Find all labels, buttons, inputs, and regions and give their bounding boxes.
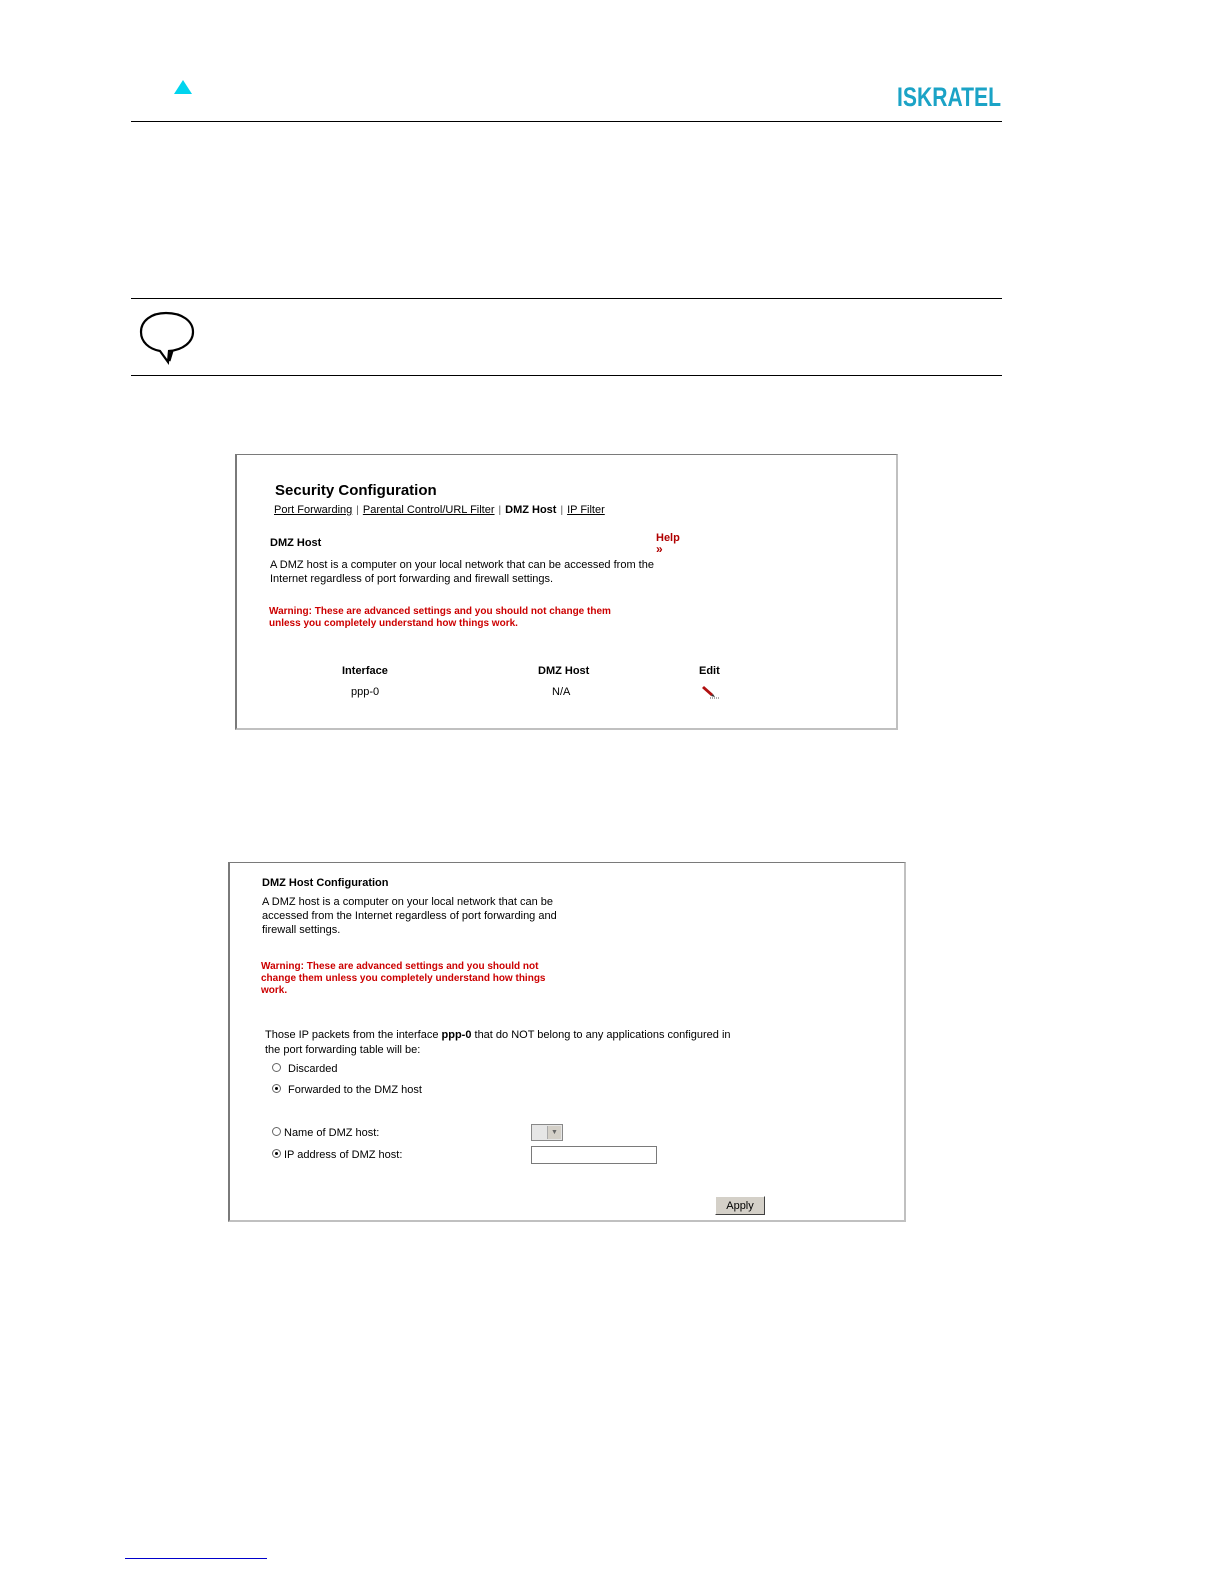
dmz-host-ip-input[interactable] [531,1146,657,1164]
name-of-dmz-host-label: Name of DMZ host: [284,1127,380,1139]
table-cell-dmz-host: N/A [552,686,571,698]
table-cell-interface: ppp-0 [351,686,380,698]
packets-instruction-line2: the port forwarding table will be: [265,1044,421,1056]
forwarded-label: Forwarded to the DMZ host [288,1084,422,1096]
warning-text: Warning: These are advanced settings and you should not change them unless you completely understand how things work. [269,606,611,629]
tab-port-forwarding[interactable]: Port Forwarding [274,504,353,516]
footnote-rule [125,1558,267,1559]
config-warning-text: Warning: These are advanced settings and you should not change them unless you completely understand how things work. [261,961,546,996]
tab-dmz-host[interactable]: DMZ Host [505,504,557,516]
svg-text:ISKRATEL: ISKRATEL [897,82,1001,112]
note-top-rule [131,298,1002,299]
page-title: Security Configuration [275,482,437,499]
discarded-radio[interactable] [272,1063,281,1072]
tab-ip-filter[interactable]: IP Filter [567,504,605,516]
tab-parental-control[interactable]: Parental Control/URL Filter [362,504,495,516]
help-link[interactable]: Help [656,532,680,544]
column-header-dmz-host: DMZ Host [538,665,590,677]
dmz-host-configuration-screenshot [228,862,906,1222]
forwarded-radio[interactable] [272,1084,281,1093]
security-configuration-screenshot [235,454,898,730]
note-bottom-rule [131,375,1002,376]
packets-interface: ppp-0 [441,1029,472,1041]
section-heading: DMZ Host [270,537,322,549]
up-arrow-icon [174,80,192,94]
packets-suffix: that do NOT belong to any applications configured in [471,1029,731,1041]
config-heading: DMZ Host Configuration [262,877,389,889]
edit-pencil-icon[interactable] [702,684,720,700]
column-header-edit: Edit [699,665,720,677]
tab-separator: | [356,505,359,516]
speech-bubble-icon [138,310,196,364]
ip-address-of-dmz-host-label: IP address of DMZ host: [284,1149,403,1161]
double-chevron-icon[interactable]: » [656,542,663,556]
chevron-down-icon: ▼ [547,1126,561,1139]
tab-bar [274,504,605,516]
packets-prefix: Those IP packets from the interface [265,1029,442,1041]
tab-separator: | [498,505,502,516]
dmz-host-name-select[interactable] [531,1124,563,1141]
dmz-description: A DMZ host is a computer on your local network that can be accessed from the Internet regardless of port forwarding and firewall settings. [270,559,654,585]
discarded-label: Discarded [288,1063,338,1075]
column-header-interface: Interface [342,665,388,677]
iskratel-logo [897,80,1003,110]
ip-address-of-dmz-host-radio[interactable] [272,1149,281,1158]
packets-instruction [265,1029,731,1041]
tab-separator: | [560,505,564,516]
config-description: A DMZ host is a computer on your local network that can be accessed from the Internet regardless of port forwarding and firewall settings. [262,896,557,936]
apply-button[interactable]: Apply [715,1196,765,1215]
header-rule [131,121,1002,122]
name-of-dmz-host-radio[interactable] [272,1127,281,1136]
